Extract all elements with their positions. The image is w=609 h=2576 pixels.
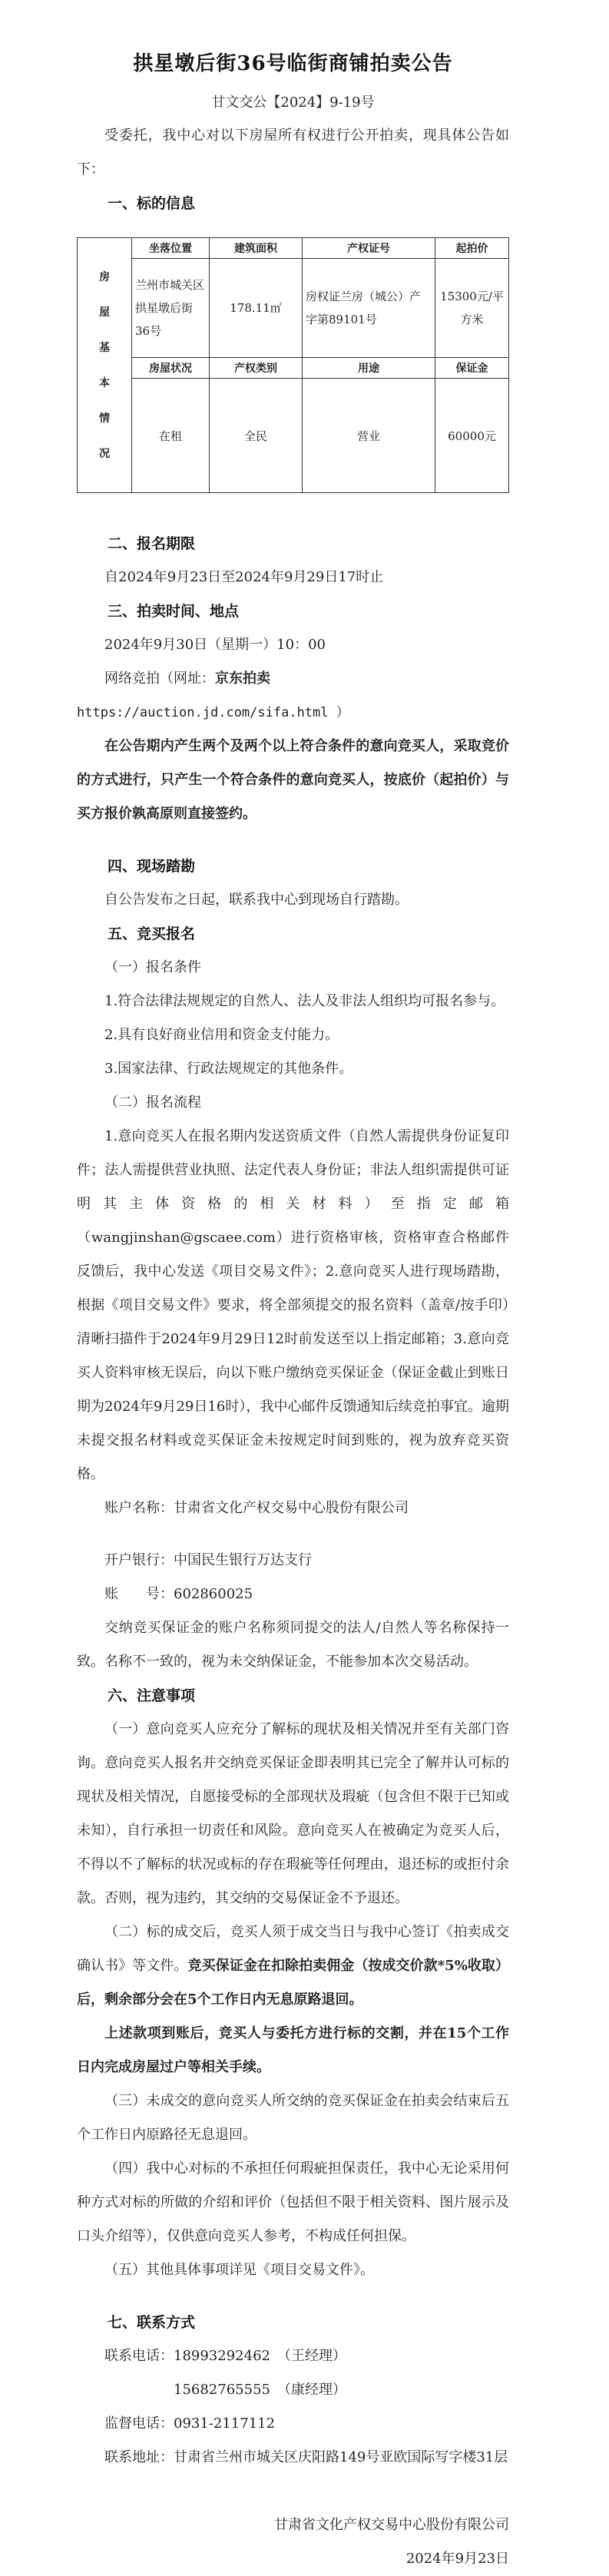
condition-item: 2.具有良好商业信用和资金支付能力。 <box>104 1027 339 1043</box>
section7-heading: 七、联系方式 <box>108 2314 196 2331</box>
table-row <box>78 259 509 358</box>
table-cell-start-price: 15300元/平方米 <box>435 259 509 358</box>
signature-date: 2024年9月23日 <box>405 2551 509 2567</box>
table-header-cell: 产权证号 <box>303 238 435 259</box>
registration-conditions-subheading: （一）报名条件 <box>104 959 201 975</box>
registration-process-text: 1.意向竞买人在报名期内发送资质文件（自然人需提供身份证复印件；法人需提供营业执照、法定代表人身份证；非法人组织需提供可证明其主体资格的相关材料）至指定邮箱（wangjinshan@gscaee.com）进行资格审核，资格审查合格邮件反馈后，我中心发送《项目交易文件》；2.意向竞买人进行现场踏勘，根据《项目交易文件》要求，将全部须提交的报名资料（盖章/按手印）清晰扫描件于2024年9月29日12时前发送至以上指定邮箱；3.意向竞买人资料审核无误后，向以下账户缴纳竞买保证金（保证金截止到账日期为2024年9月29日16时），我中心邮件反馈通知后续竞拍事宜。逾期未提交报名材料或竞买保证金未按规定时间到账的，视为放弃竞买资格。 <box>77 1128 509 1482</box>
intro-paragraph: 受委托，我中心对以下房屋所有权进行公开拍卖，现具体公告如下： <box>77 127 509 177</box>
section1-heading: 一、标的信息 <box>108 195 196 212</box>
table-cell-area: 178.11㎡ <box>210 259 303 358</box>
table-cell-certificate: 房权证兰房（城公）产字第89101号 <box>303 259 435 358</box>
table-header-cell: 产权类别 <box>210 358 303 379</box>
section2-heading: 二、报名期限 <box>108 535 196 552</box>
account-number: 账 号：602860025 <box>104 1586 253 1602</box>
property-info-table <box>77 237 509 493</box>
section3-heading: 三、拍卖时间、地点 <box>108 603 240 620</box>
table-header-cell: 房屋状况 <box>132 358 210 379</box>
section4-heading: 四、现场踏勘 <box>108 858 196 875</box>
contact-phone-2: 15682765555 （康经理） <box>174 2382 346 2398</box>
notice-item-2: （二）标的成交后，竞买人须于成交当日与我中心签订《拍卖成交确认书》等文件。竞买保证金在扣除拍卖佣金（按成交价款*5%收取）后，剩余部分会在5个工作日内无息原路退回。 <box>77 1924 510 2008</box>
table-header-row <box>78 358 509 379</box>
table-cell-status: 在租 <box>132 379 210 493</box>
table-cell-location: 兰州市城关区拱星墩后街36号 <box>132 259 210 358</box>
auction-url[interactable]: https://auction.jd.com/sifa.html ） <box>77 705 349 720</box>
registration-period: 自2024年9月23日至2024年9月29日17时止 <box>104 569 384 585</box>
section6-heading: 六、注意事项 <box>108 1687 196 1704</box>
table-header-cell: 用途 <box>303 358 435 379</box>
account-name: 账户名称：甘肃省文化产权交易中心股份有限公司 <box>104 1500 409 1516</box>
table-header-cell: 起拍价 <box>435 238 509 259</box>
side-label: 房 屋 基 本 情 况 <box>78 238 132 493</box>
condition-item: 3.国家法律、行政法规规定的其他条件。 <box>104 1061 353 1077</box>
contact-phone: 联系电话：18993292462 （王经理） <box>104 2348 346 2364</box>
table-cell-usage: 营业 <box>303 379 435 493</box>
notice-item-3: （三）未成交的意向竞买人所交纳的竞买保证金在拍卖会结束后五个工作日内原路径无息退回。 <box>77 2093 509 2143</box>
bank-name: 开户银行：中国民生银行万达支行 <box>104 1552 312 1568</box>
condition-item: 1.符合法律法规规定的自然人、法人及非法人组织均可报名参与。 <box>104 993 505 1009</box>
deposit-note: 交纳竞买保证金的账户名称须同提交的法人/自然人等名称保持一致。名称不一致的，视为未交纳保证金，不能参加本次交易活动。 <box>77 1620 509 1670</box>
notice-item-4: （四）我中心对标的不承担任何瑕疵担保责任，我中心无论采用何种方式对标的所做的介绍和评价（包括但不限于相关资料、图片展示及口头介绍等），仅供意向竞买人参考，不构成任何担保。 <box>77 2160 509 2244</box>
auction-venue: 网络竞拍（网址：京东拍卖 <box>104 670 270 687</box>
supervision-phone: 监督电话：0931-2117112 <box>104 2415 276 2432</box>
table-header-cell: 坐落位置 <box>132 238 210 259</box>
contact-address: 联系地址：甘肃省兰州市城关区庆阳路149号亚欧国际写字楼31层 <box>104 2449 508 2465</box>
table-header-cell: 保证金 <box>435 358 509 379</box>
document-number: 甘文交公【2024】9-19号 <box>211 94 375 111</box>
notice-item-1: （一）意向竞买人应充分了解标的现状及相关情况并至有关部门咨询。意向竞买人报名并交纳竞买保证金即表明其已完全了解并认可标的现状及相关情况，自愿接受标的全部现状及瑕疵（包含但不限于已知或未知），自行承担一切责任和风险。意向竞买人在被确定为竞买人后，不得以不了解标的状况或标的存在瑕疵等任何理由，退还标的或拒付余款。否则，视为违约，其交纳的交易保证金不予退还。 <box>77 1721 509 1906</box>
table-row <box>78 379 509 493</box>
transfer-rule: 上述款项到账后，竞买人与委托方进行标的交割，并在15个工作日内完成房屋过户等相关手续。 <box>77 2025 509 2075</box>
section5-heading: 五、竞买报名 <box>108 925 196 942</box>
notice-item-5: （五）其他具体事项详见《项目交易文件》。 <box>104 2262 374 2278</box>
deposit-refund-rule: 竞买保证金在扣除拍卖佣金（按成交价款*5%收取）后，剩余部分会在5个工作日内无息原路退回。 <box>77 1958 510 2008</box>
signature-org: 甘肃省文化产权交易中心股份有限公司 <box>274 2517 509 2533</box>
venue-platform: 京东拍卖 <box>215 670 270 687</box>
site-inspection-text: 自公告发布之日起，联系我中心到现场自行踏勘。 <box>104 892 409 908</box>
table-header-cell: 建筑面积 <box>210 238 303 259</box>
bidding-rule: 在公告期内产生两个及两个以上符合条件的意向竞买人，采取竞价的方式进行，只产生一个符合条件的意向竞买人，按底价（起拍价）与买方报价孰高原则直接签约。 <box>77 738 509 822</box>
table-cell-ownership-type: 全民 <box>210 379 303 493</box>
table-header-row <box>78 238 509 259</box>
registration-process-subheading: （二）报名流程 <box>104 1094 201 1111</box>
page-title: 拱星墩后街36号临街商铺拍卖公告 <box>133 52 453 75</box>
table-cell-deposit: 60000元 <box>435 379 509 493</box>
auction-time: 2024年9月30日（星期一）10：00 <box>104 637 326 653</box>
